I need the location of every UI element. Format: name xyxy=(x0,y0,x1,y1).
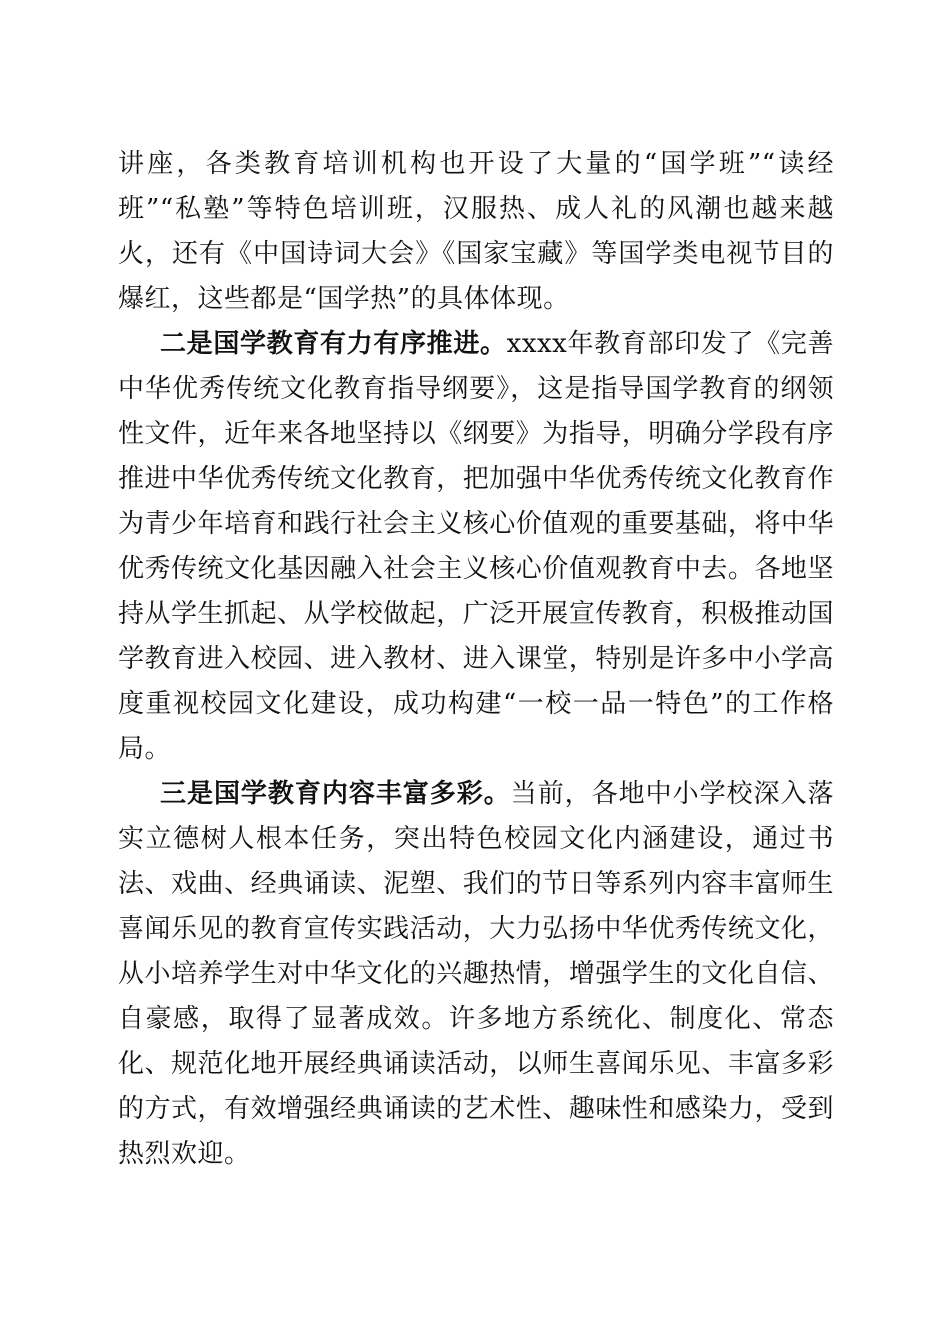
paragraph-text: 当前，各地中小学校深入落实立德树人根本任务，突出特色校园文化内涵建设，通过书法、戏曲、经典诵读、泥塑、我们的节日等系列内容丰富师生喜闻乐见的教育宣传实践活动，大力弘扬中华优秀传统文化，从小培养学生对中华文化的兴趣热情，增强学生的文化自信、自豪感，取得了显著成效。许多地方系统化、制度化、常态化、规范化地开展经典诵读活动，以师生喜闻乐见、丰富多彩的方式，有效增强经典诵读的艺术性、趣味性和感染力，受到热烈欢迎。 xyxy=(118,779,834,1169)
paragraph-continuation xyxy=(118,142,834,322)
document-body xyxy=(118,142,834,1177)
paragraph-text: 讲座，各类教育培训机构也开设了大量的“国学班”“读经班”“私塾”等特色培训班，汉服热、成人礼的风潮也越来越火，还有《中国诗词大会》《国家宝藏》等国学类电视节目的爆红，这些都是“国学热”的具体体现。 xyxy=(118,149,834,314)
paragraph-point-two xyxy=(118,322,834,772)
paragraph-text: xxxx年教育部印发了《完善中华优秀传统文化教育指导纲要》，这是指导国学教育的纲领性文件，近年来各地坚持以《纲要》为指导，明确分学段有序推进中华优秀传统文化教育，把加强中华优秀传统文化教育作为青少年培育和践行社会主义核心价值观的重要基础，将中华优秀传统文化基因融入社会主义核心价值观教育中去。各地坚持从学生抓起、从学校做起，广泛开展宣传教育，积极推动国学教育进入校园、进入教材、进入课堂，特别是许多中小学高度重视校园文化建设，成功构建“一校一品一特色”的工作格局。 xyxy=(118,329,834,764)
paragraph-lead: 三是国学教育内容丰富多彩。 xyxy=(160,779,511,809)
paragraph-point-three xyxy=(118,772,834,1177)
paragraph-lead: 二是国学教育有力有序推进。 xyxy=(160,329,507,359)
